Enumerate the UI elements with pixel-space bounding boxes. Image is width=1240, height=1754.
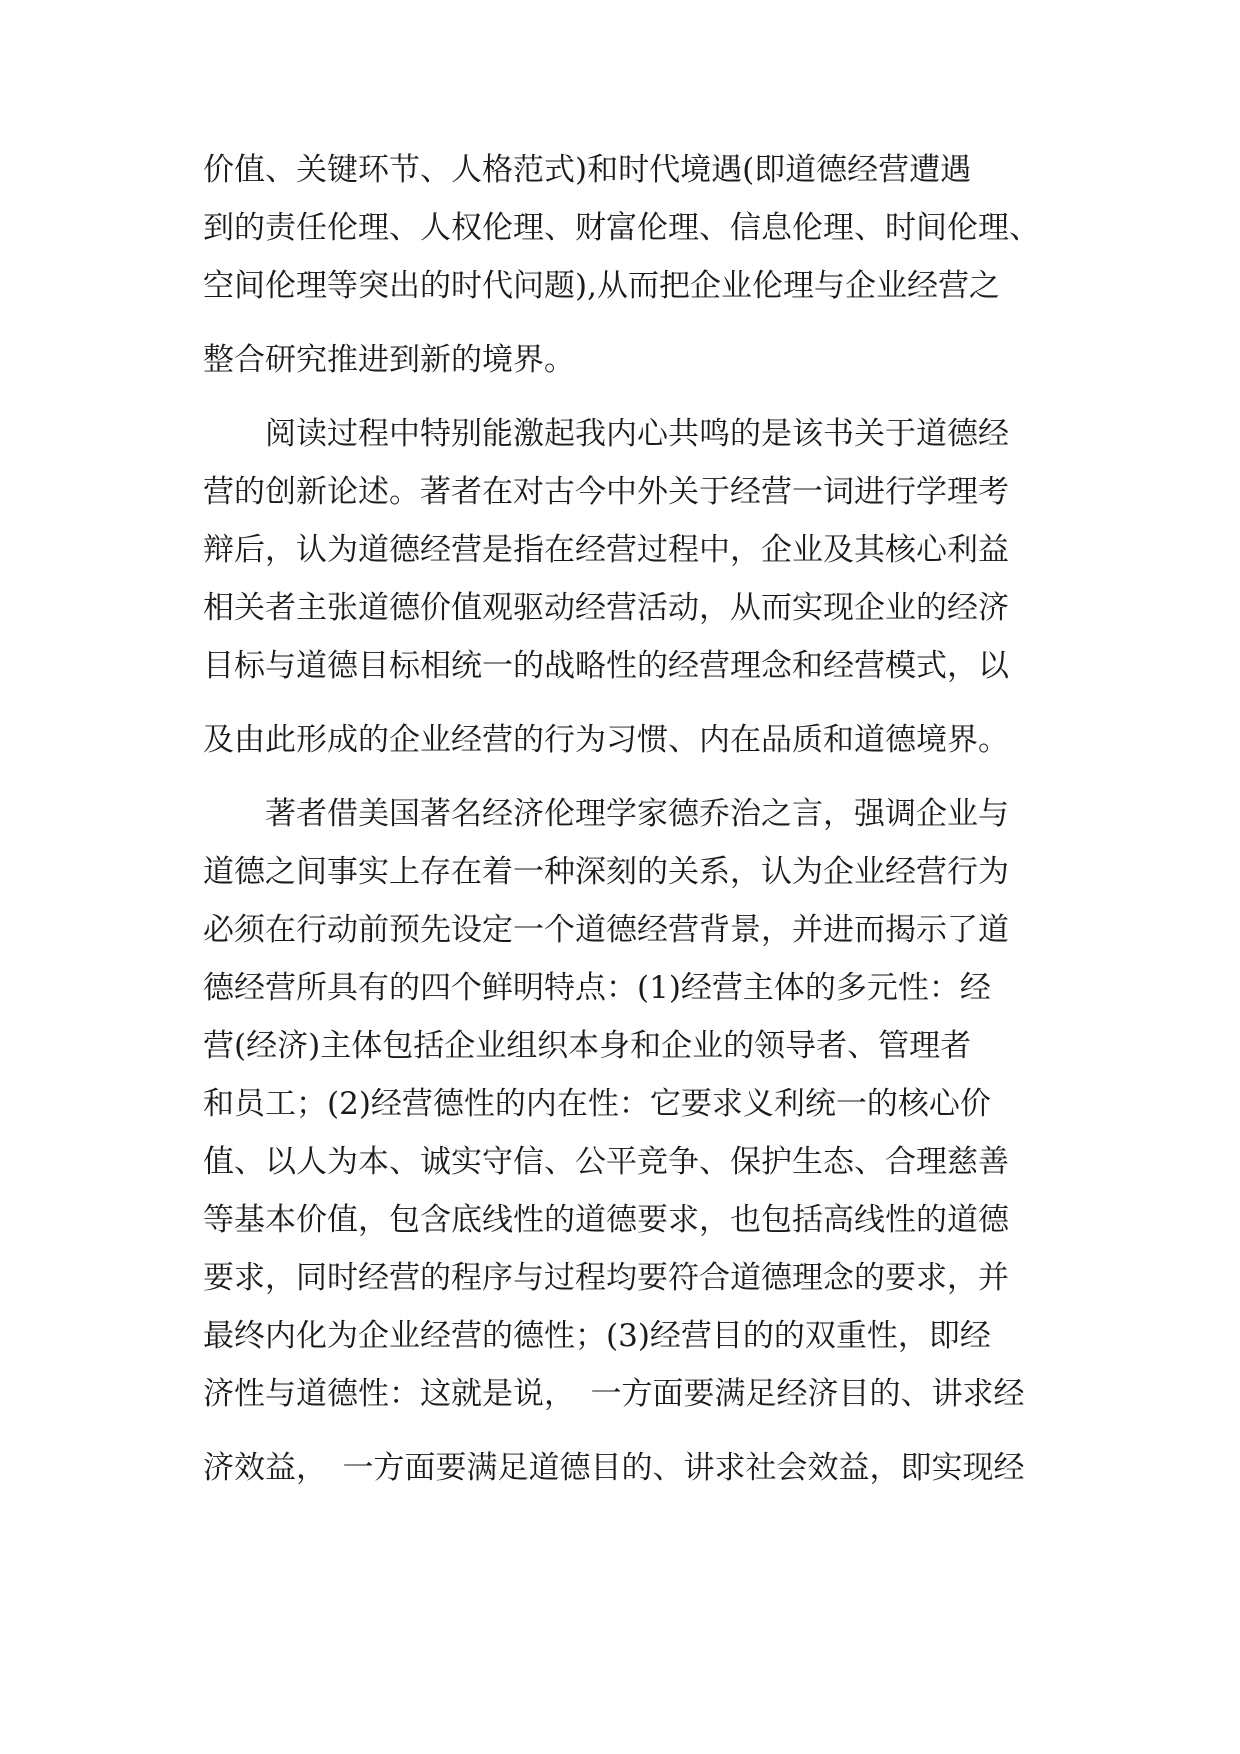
text-line: 及由此形成的企业经营的行为习惯、内在品质和道德境界。 [203, 722, 1009, 758]
body-text [203, 150, 1083, 1488]
text-line: 济性与道德性：这就是说， 一方面要满足经济目的、讲求经 [203, 1376, 1025, 1412]
text-line: 最终内化为企业经营的德性；(3)经营目的的双重性，即经 [203, 1318, 991, 1354]
text-line: 相关者主张道德价值观驱动经营活动，从而实现企业的经济 [203, 590, 1009, 626]
text-line: 德经营所具有的四个鲜明特点：(1)经营主体的多元性：经 [203, 970, 991, 1006]
text-line: 和员工；(2)经营德性的内在性：它要求义利统一的核心价 [203, 1086, 991, 1122]
text-line: 著者借美国著名经济伦理学家德乔治之言，强调企业与 [203, 796, 1009, 832]
text-line: 价值、关键环节、人格范式)和时代境遇(即道德经营遭遇 [203, 152, 972, 188]
text-line: 等基本价值，包含底线性的道德要求，也包括高线性的道德 [203, 1202, 1009, 1238]
text-line: 营的创新论述。著者在对古今中外关于经营一词进行学理考 [203, 474, 1009, 510]
paragraph-2 [203, 414, 1083, 760]
text-line: 目标与道德目标相统一的战略性的经营理念和经营模式，以 [203, 648, 1009, 684]
text-line: 营(经济)主体包括企业组织本身和企业的领导者、管理者 [203, 1028, 972, 1064]
text-line: 必须在行动前预先设定一个道德经营背景，并进而揭示了道 [203, 912, 1009, 948]
text-line: 值、以人为本、诚实守信、公平竞争、保护生态、合理慈善 [203, 1144, 1009, 1180]
paragraph-1 [203, 150, 1083, 380]
text-line: 到的责任伦理、人权伦理、财富伦理、信息伦理、时间伦理、 [203, 210, 1040, 246]
text-line: 要求，同时经营的程序与过程均要符合道德理念的要求，并 [203, 1260, 1009, 1296]
paragraph-3 [203, 794, 1083, 1488]
text-line: 济效益， 一方面要满足道德目的、讲求社会效益，即实现经 [203, 1450, 1025, 1486]
text-line: 阅读过程中特别能激起我内心共鸣的是该书关于道德经 [203, 416, 1009, 452]
text-line: 辩后，认为道德经营是指在经营过程中，企业及其核心利益 [203, 532, 1009, 568]
text-line: 道德之间事实上存在着一种深刻的关系，认为企业经营行为 [203, 854, 1009, 890]
text-line: 空间伦理等突出的时代问题),从而把企业伦理与企业经营之 [203, 268, 1000, 304]
text-line: 整合研究推进到新的境界。 [203, 342, 575, 378]
